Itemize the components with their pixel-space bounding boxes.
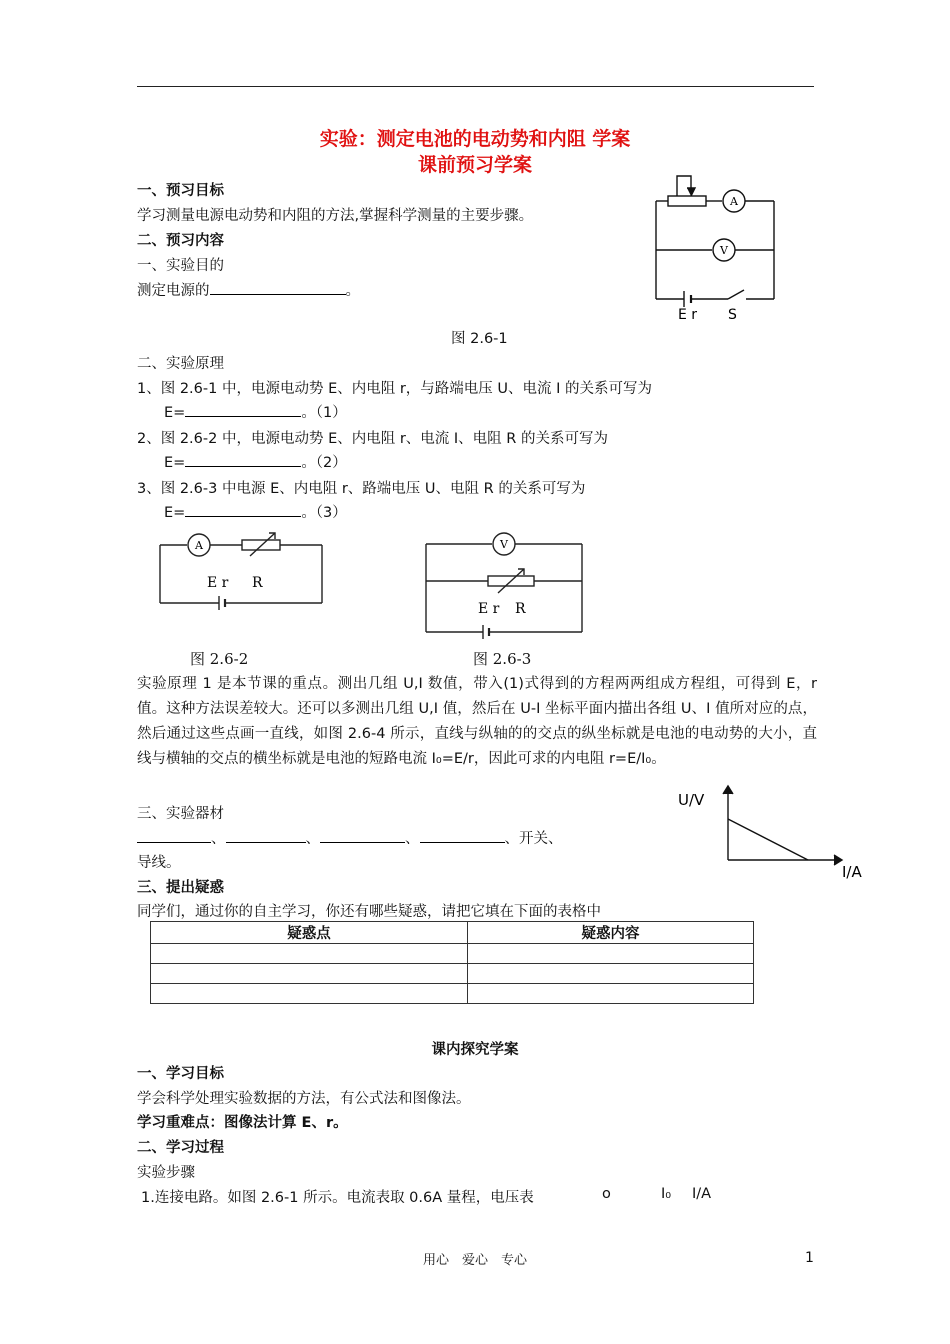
experiment-purpose-line — [137, 279, 360, 300]
inclass-goal-text: 学会科学处理实验数据的方法，有公式法和图像法。 — [137, 1091, 471, 1107]
fig2-er-label: E r — [207, 575, 229, 591]
table-cell[interactable] — [151, 984, 468, 1004]
experiment-purpose-heading: 一、实验目的 — [137, 258, 224, 274]
table-cell[interactable] — [151, 944, 468, 964]
battery-er-label: E r — [678, 307, 698, 323]
doc-subtitle: 课前预习学案 — [417, 154, 532, 176]
section-heading-preview-content: 二、预习内容 — [137, 233, 224, 249]
overlap-fragment-i0: I₀ — [661, 1186, 672, 1202]
inclass-title: 课内探究学案 — [431, 1042, 519, 1058]
voltmeter-label: V — [720, 244, 728, 257]
ui-graph-figure — [678, 780, 870, 890]
eq3-blank[interactable] — [185, 502, 301, 517]
principle-item-2: 2、图 2.6-2 中，电源电动势 E、内电阻 r、电流 I、电阻 R 的关系可写为 — [137, 431, 608, 447]
equipment-blank-4[interactable] — [420, 828, 505, 843]
figure-caption-2-6-1: 图 2.6-1 — [451, 331, 508, 347]
purpose-prefix: 测定电源的 — [137, 283, 210, 299]
eq3-suffix: 。（3） — [301, 505, 347, 521]
switch-s-label: S — [728, 307, 737, 323]
graph-y-axis-label: U/V — [678, 791, 705, 809]
equation-2-line — [164, 451, 347, 472]
table-cell[interactable] — [151, 964, 468, 984]
eq1-prefix: E= — [164, 405, 186, 421]
overlap-fragment-ia: I/A — [692, 1186, 712, 1202]
fig3-er-label: E r — [478, 601, 500, 617]
equipment-sep-2: 、 — [305, 831, 320, 847]
purpose-blank[interactable] — [210, 280, 346, 295]
equation-3-line — [164, 501, 347, 522]
principle-heading: 二、实验原理 — [137, 356, 224, 372]
principle-item-3: 3、图 2.6-3 中电源 E、内电阻 r、路端电压 U、电阻 R 的关系可写为 — [137, 481, 586, 497]
doubts-col-point: 疑惑点 — [151, 922, 468, 944]
equipment-blanks-line — [137, 827, 563, 848]
preview-goal-text: 学习测量电源电动势和内阻的方法,掌握科学测量的主要步骤。 — [137, 208, 534, 224]
doubts-table-header — [151, 922, 754, 944]
doubts-col-content: 疑惑内容 — [468, 922, 754, 944]
equipment-line-2: 导线。 — [137, 855, 181, 871]
principle-explanation: 实验原理 1 是本节课的重点。测出几组 U,I 数值，带入(1)式得到的方程两两组成方程组，可得到 E，r 值。这种方法误差较大。还可以多测出几组 U,I 值，然后在 U-I 坐标平面内描出各组 U、I 值所对应的点，然后通过这些点画一直线，如图 2.6-4 所示，直线与纵轴的的交点的纵坐标就是电池的电动势的大小，直线与横轴的交点的横坐标就是电池的短路电流 I₀=E/r，因此可求的内电阻 r=E/I₀。 — [137, 676, 817, 767]
page-number: 1 — [805, 1250, 814, 1266]
doubts-heading: 三、提出疑惑 — [137, 880, 224, 896]
fig2-r-label: R — [252, 575, 263, 591]
principle-item-1: 1、图 2.6-1 中，电源电动势 E、内电阻 r，与路端电压 U、电流 I 的关系可写为 — [137, 381, 653, 397]
table-cell[interactable] — [468, 944, 754, 964]
inclass-process-heading: 二、学习过程 — [137, 1140, 224, 1156]
circuit-figure-2-6-2 — [155, 530, 330, 610]
inclass-focus: 学习重难点：图像法计算 E、r。 — [137, 1115, 348, 1131]
eq2-suffix: 。（2） — [301, 455, 347, 471]
eq2-blank[interactable] — [185, 452, 301, 467]
equipment-heading: 三、实验器材 — [137, 806, 224, 822]
circuit-figure-2-6-1 — [650, 168, 780, 328]
doubts-intro: 同学们，通过你的自主学习，你还有哪些疑惑，请把它填在下面的表格中 — [137, 904, 601, 920]
table-row — [151, 964, 754, 984]
fig3-voltmeter-label: V — [500, 538, 508, 551]
footer-motto: 用心 爱心 专心 — [422, 1253, 527, 1268]
eq2-prefix: E= — [164, 455, 186, 471]
fig3-r-label: R — [515, 601, 526, 617]
equipment-sep-1: 、 — [211, 831, 226, 847]
inclass-steps-label: 实验步骤 — [137, 1165, 195, 1181]
table-row — [151, 984, 754, 1004]
inclass-goal-heading: 一、学习目标 — [137, 1066, 224, 1082]
ammeter-label: A — [730, 195, 738, 208]
equipment-blank-3[interactable] — [320, 828, 405, 843]
section-heading-preview-goal: 一、预习目标 — [137, 183, 224, 199]
doc-title: 实验：测定电池的电动势和内阻 学案 — [319, 128, 631, 150]
purpose-suffix: 。 — [345, 283, 360, 299]
figure-caption-2-6-3: 图 2.6-3 — [473, 650, 532, 668]
equipment-sep-3: 、 — [405, 831, 420, 847]
eq3-prefix: E= — [164, 505, 186, 521]
header-rule — [137, 86, 814, 87]
overlap-fragment-o: o — [602, 1186, 611, 1202]
table-row — [151, 944, 754, 964]
eq1-suffix: 。（1） — [301, 405, 347, 421]
equation-1-line — [164, 401, 347, 422]
table-cell[interactable] — [468, 984, 754, 1004]
equipment-blank-2[interactable] — [226, 828, 306, 843]
figure-caption-2-6-2: 图 2.6-2 — [190, 650, 249, 668]
circuit-figure-2-6-3 — [420, 530, 590, 645]
graph-x-axis-label: I/A — [842, 863, 862, 881]
table-cell[interactable] — [468, 964, 754, 984]
equipment-tail: 、开关、 — [504, 831, 563, 847]
equipment-blank-1[interactable] — [137, 828, 211, 843]
inclass-step-1: 1.连接电路。如图 2.6-1 所示。电流表取 0.6A 量程，电压表 — [141, 1190, 534, 1206]
eq1-blank[interactable] — [185, 402, 301, 417]
doubts-table — [150, 921, 754, 1004]
fig2-ammeter-label: A — [195, 539, 203, 552]
